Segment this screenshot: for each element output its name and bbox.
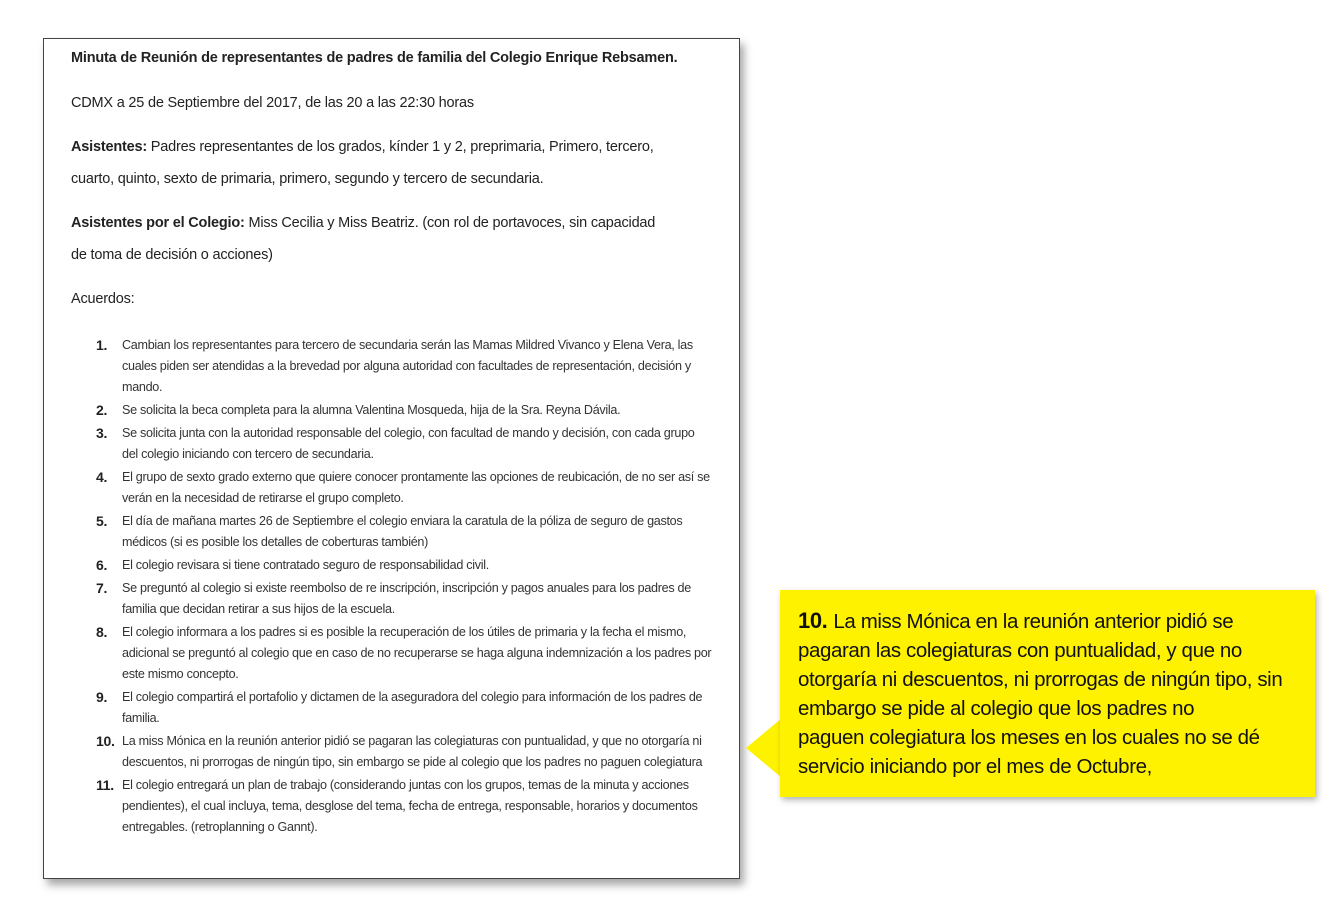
asistentes-label: Asistentes: bbox=[71, 139, 147, 155]
list-item bbox=[96, 400, 712, 421]
item-text: El colegio compartirá el portafolio y dictamen de la aseguradora del colegio para información de los padres de familia. bbox=[122, 690, 703, 725]
list-item bbox=[96, 622, 712, 685]
list-item bbox=[96, 467, 712, 509]
item-text: El colegio entregará un plan de trabajo (considerando juntas con los grupos, temas de la minuta y acciones pendientes), el cual incluya, tema, desglose del tema, fecha de entrega, responsable, horarios y documentos entregables. (retroplanning o Gannt). bbox=[122, 778, 698, 834]
item-text: El colegio revisara si tiene contratado seguro de responsabilidad civil. bbox=[122, 558, 489, 572]
item-number: 3. bbox=[96, 425, 108, 441]
document-page bbox=[43, 38, 740, 879]
callout-line2: otorgaría ni descuentos, ni prorrogas de ningún tipo, sin embargo se pide al colegio que los padres no bbox=[798, 668, 1283, 720]
item-text: Se solicita la beca completa para la alumna Valentina Mosqueda, hija de la Sra. Reyna Dávila. bbox=[122, 403, 621, 417]
colegio-text: Miss Cecilia y Miss Beatriz. (con rol de portavoces, sin capacidad bbox=[244, 215, 656, 231]
list-item bbox=[96, 731, 712, 773]
callout-line1 bbox=[798, 606, 1297, 665]
item-number: 7. bbox=[96, 580, 108, 596]
asistentes-line1 bbox=[71, 139, 654, 155]
document-title: Minuta de Reunión de representantes de padres de familia del Colegio Enrique Rebsamen. bbox=[71, 50, 678, 66]
list-item bbox=[96, 423, 712, 465]
item-number: 4. bbox=[96, 469, 108, 485]
item-text: El día de mañana martes 26 de Septiembre el colegio enviara la caratula de la póliza de seguro de gastos médicos (si es posible los detalles de coberturas también) bbox=[122, 514, 683, 549]
list-item bbox=[96, 775, 712, 838]
item-number: 9. bbox=[96, 689, 108, 705]
list-item bbox=[96, 335, 712, 398]
item-text: Cambian los representantes para tercero de secundaria serán las Mamas Mildred Vivanco y Elena Vera, las cuales piden ser atendidas a la brevedad por alguna autoridad con facultades de representación, decisión y mando. bbox=[122, 338, 693, 394]
date-line: CDMX a 25 de Septiembre del 2017, de las 20 a las 22:30 horas bbox=[71, 95, 474, 111]
list-item bbox=[96, 578, 712, 620]
item-number: 10. bbox=[96, 733, 115, 749]
colegio-line1 bbox=[71, 215, 655, 231]
list-item bbox=[96, 511, 712, 553]
item-text: El grupo de sexto grado externo que quiere conocer prontamente las opciones de reubicación, de no ser así se verán en la necesidad de retirarse el grupo completo. bbox=[122, 470, 710, 505]
acuerdos-list bbox=[96, 335, 712, 840]
list-item bbox=[96, 555, 712, 576]
list-item bbox=[96, 687, 712, 729]
item-text: El colegio informara a los padres si es posible la recuperación de los útiles de primaria y la fecha el mismo, adicional se preguntó al colegio que en caso de no recuperarse se haga alguna indemnización a los padres por este mismo concepto. bbox=[122, 625, 712, 681]
item-number: 6. bbox=[96, 557, 108, 573]
colegio-label: Asistentes por el Colegio: bbox=[71, 215, 245, 231]
highlight-callout bbox=[780, 590, 1315, 797]
asistentes-line2: cuarto, quinto, sexto de primaria, primero, segundo y tercero de secundaria. bbox=[71, 171, 544, 187]
item-text: Se preguntó al colegio si existe reembolso de re inscripción, inscripción y pagos anuales para los padres de familia que decidan retirar a sus hijos de la escuela. bbox=[122, 581, 691, 616]
item-number: 8. bbox=[96, 624, 108, 640]
item-text: La miss Mónica en la reunión anterior pidió se pagaran las colegiaturas con puntualidad, y que no otorgaría ni descuentos, ni prorrogas de ningún tipo, sin embargo se pide al colegio que los padres no paguen colegiatura bbox=[122, 734, 703, 769]
item-number: 2. bbox=[96, 402, 108, 418]
callout-number: 10. bbox=[798, 608, 828, 633]
item-number: 11. bbox=[96, 777, 114, 793]
callout-line3: paguen colegiatura los meses en los cuales no se dé servicio iniciando por el mes de Octubre, bbox=[798, 726, 1260, 778]
callout-text1: La miss Mónica en la reunión anterior pidió se pagaran las colegiaturas con puntualidad, y que no bbox=[798, 610, 1242, 662]
item-number: 1. bbox=[96, 337, 108, 353]
acuerdos-heading: Acuerdos: bbox=[71, 291, 135, 307]
callout-pointer bbox=[746, 718, 782, 778]
colegio-line2: de toma de decisión o acciones) bbox=[71, 247, 273, 263]
item-number: 5. bbox=[96, 513, 108, 529]
item-text: Se solicita junta con la autoridad responsable del colegio, con facultad de mando y decisión, con cada grupo del colegio iniciando con tercero de secundaria. bbox=[122, 426, 695, 461]
asistentes-text: Padres representantes de los grados, kínder 1 y 2, preprimaria, Primero, tercero, bbox=[146, 139, 654, 155]
